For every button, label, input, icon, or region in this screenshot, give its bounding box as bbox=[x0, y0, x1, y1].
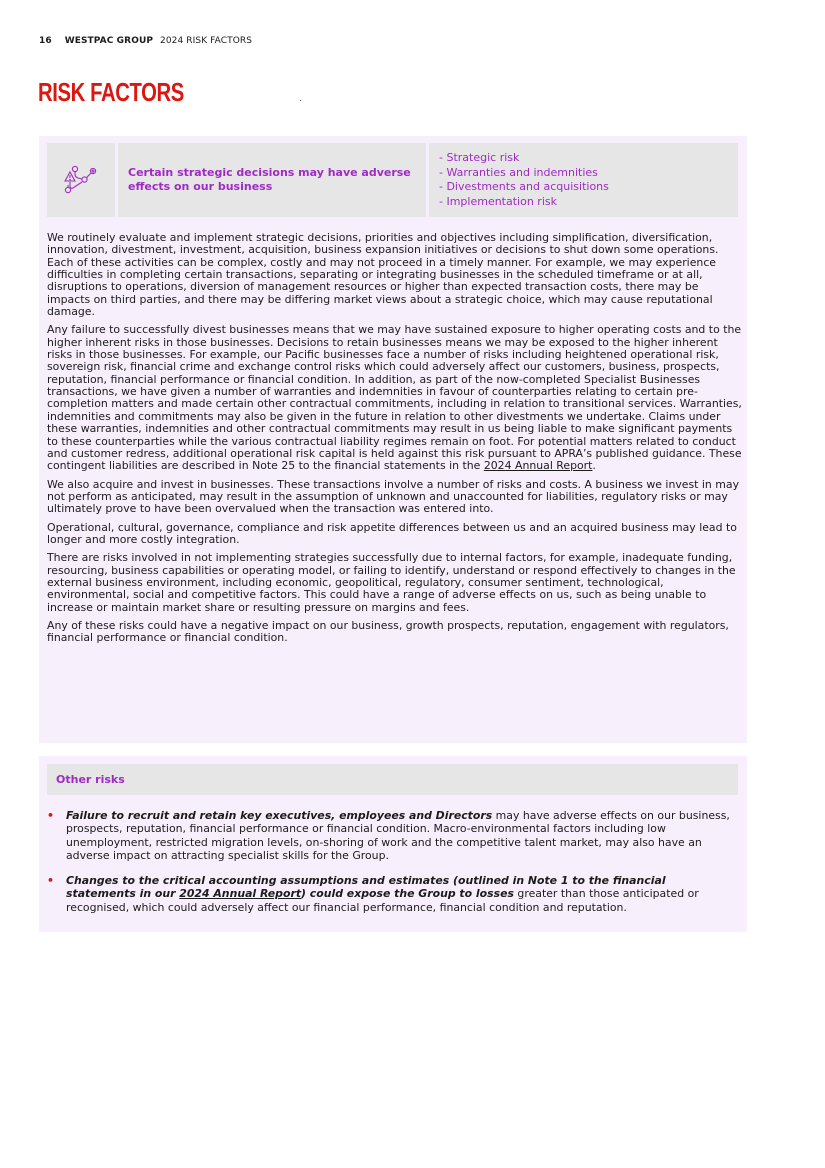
paragraph bbox=[47, 324, 742, 472]
bullet-bold: Failure to recruit and retain key executives, employees and Directors bbox=[66, 809, 493, 822]
paragraph: We also acquire and invest in businesses. These transactions involve a number of risks and costs. A business we invest in may not perform as anticipated, may result in the assumption of unknown and unaccounted for liabilities, regulatory risks or may ultimately prove to have been overvalued when the transaction was entered into. bbox=[47, 477, 740, 516]
other-risks-list bbox=[47, 809, 737, 926]
strategic-risk-panel bbox=[39, 136, 747, 743]
bullet-bold: Changes to the critical accounting assumptions and estimates (outlined in Note 1 to the financial statements in our bbox=[66, 874, 666, 901]
other-risks-panel bbox=[39, 756, 747, 932]
page-header bbox=[39, 36, 252, 46]
doc-name: 2024 RISK FACTORS bbox=[160, 36, 253, 46]
paragraph: We routinely evaluate and implement strategic decisions, priorities and objectives including simplification, diversification, innovation, divestment, investment, acquisition, business expansion initiatives or decisions to shut down some operations. Each of these activities can be complex, costly and may not proceed in a timely manner. For example, we may experience difficulties in completing certain transactions, separating or integrating businesses in the scheduled timeframe or at all, disruptions to operations, diversion of management resources or higher than expected transaction costs, there may be impacts on third parties, and there may be differing market views about a strategic choice, which may cause reputational damage. bbox=[47, 231, 719, 319]
risk-summary-row bbox=[47, 143, 738, 217]
stray-dot bbox=[300, 100, 301, 101]
org-name: WESTPAC GROUP bbox=[64, 36, 154, 46]
other-risks-heading: Other risks bbox=[47, 764, 738, 795]
strategy-network-icon bbox=[63, 165, 99, 195]
paragraph: Operational, cultural, governance, compliance and risk appetite differences between us and an acquired business may lead to longer and more costly integration. bbox=[47, 520, 737, 546]
page-title: RISK FACTORS bbox=[38, 77, 184, 107]
list-item bbox=[47, 809, 737, 862]
bullet-marker: • bbox=[47, 874, 54, 888]
risk-type-item: - Warranties and indemnities bbox=[439, 165, 598, 179]
risk-type-item: - Divestments and acquisitions bbox=[439, 180, 609, 194]
bullet-bold: ) could expose the Group to losses bbox=[301, 887, 514, 901]
risk-type-list bbox=[429, 143, 738, 217]
strategic-risk-body bbox=[47, 232, 742, 651]
strategic-risk-heading: Certain strategic decisions may have adverse effects on our business bbox=[118, 143, 426, 217]
strategy-icon-cell bbox=[47, 143, 115, 217]
paragraph: There are risks involved in not implementing strategies successfully due to internal factors, for example, inadequate funding, resourcing, business capabilities or operating model, or failing to identify, understand or respond effectively to changes in the external business environment, including economic, geopolitical, regulatory, consumer sentiment, technological, environmental, social and competitive factors. This could have a range of adverse effects on us, such as being unable to increase or maintain market share or resulting pressure on margins and fees. bbox=[47, 551, 736, 614]
page-number: 16 bbox=[39, 36, 52, 46]
list-item bbox=[47, 874, 737, 914]
bullet-text: greater than those anticipated or recognised, which could adversely affect our financial performance, financial condition and reputation. bbox=[66, 887, 699, 914]
bullet-text: may have adverse effects on our business, prospects, reputation, financial performance or financial condition. Macro-environmental factors including low unemployment, restricted migration levels, on-shoring of work and the competitive talent market, may also have an adverse impact on attracting specialist skills for the Group. bbox=[66, 809, 730, 862]
annual-report-link[interactable]: 2024 Annual Report bbox=[483, 459, 593, 473]
paragraph: Any of these risks could have a negative impact on our business, growth prospects, reputation, engagement with regulators, financial performance or financial condition. bbox=[47, 618, 729, 645]
risk-type-item: - Implementation risk bbox=[439, 194, 557, 208]
risk-type-item: - Strategic risk bbox=[439, 151, 520, 164]
paragraph-end: . bbox=[592, 459, 596, 473]
paragraph-text: Any failure to successfully divest businesses means that we may have sustained exposure to higher operating costs and to the higher inherent risks in those businesses. Decisions to retain businesses means we may be exposed to the higher inherent risks in those businesses. For example, our Pacific businesses face a number of risks including heightened operational risk, sovereign risk, financial crime and exchange control risks which could adversely affect our customers, business, prospects, reputation, financial performance or financial condition. In addition, as part of the now-completed Specialist Businesses transactions, we have given a number of warranties and indemnities in favour of counterparties relating to certain pre-completion matters and made certain other contractual commitments, including in relation to transitional services. Warranties, indemnities and commitments may also be given in the future in relation to other divestments we undertake. Claims under these warranties, indemnities and other contractual commitments may result in us being liable to make significant payments to these counterparties while the various contractual liability regimes remain on foot. For potential matters related to conduct and customer redress, additional operational risk capital is held against this risk pursuant to APRA’s published guidance. These contingent liabilities are described in Note 25 to the financial statements in the bbox=[47, 323, 742, 473]
bullet-marker: • bbox=[47, 809, 54, 822]
annual-report-link[interactable]: 2024 Annual Report bbox=[179, 887, 302, 901]
